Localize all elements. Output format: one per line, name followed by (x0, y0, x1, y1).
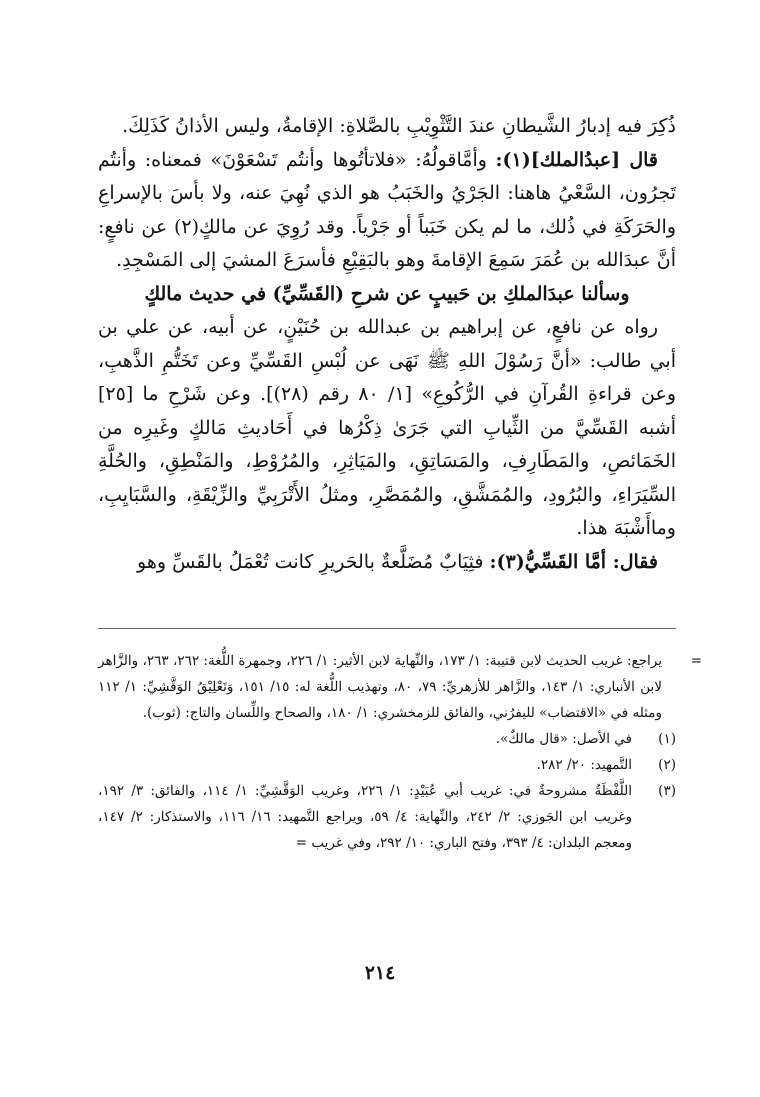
footnote-number: (٣) (658, 783, 676, 799)
paragraph-text: وأمَّاقولُهُ: «فلاتأتُوها وأنتُم تَسْعَوْنَ» فمعناه: وأنتُم تَجرُون، السَّعْيُ هاهنا: الجَرْيُ والخَبَبُ هو الذي نُهِيَ عنه، ولا بأسَ بالإسراعِ والحَرَكَةِ في ذُلك، ما لم يكن خَبَباً أو جَرْياً. وقد رُوِيَ عن مالكٍ(٢) عن نافعٍ: أنَّ عبدَالله بن عُمَرَ سَمِعَ الإقامةَ وهو بالبَقِيْعِ فأسرَعَ المشيَ إلى المَسْجِدِ. (98, 148, 677, 271)
footnote-text: يراجع: غريب الحديث لابن قتيبة: ١/ ١٧٣، والنِّهاية لابن الأثير: ١/ ٢٢٦، وجمهرة اللُّغة: ٢٦٢، ٢٦٣، والزَّاهر لابن الأنباري: ١/ ١٤٣، والزَّاهر للأزهريِّ: ٧٩، ٨٠، وتهذيب اللُّغة له: ١٥/ ١٥١، وَتَعْلِيْقُ الوَقَّشِيِّ: ١/ ١١٢ ومثله في «الاقتضاب» لليفرُني، والفائق للزمخشري: ١/ ١٨٠، والصحاح واللِّسان والتاج: (ثوب). (98, 653, 662, 721)
main-text (98, 110, 676, 579)
section-heading: وسألنا عبدَالملكِ بن حَبيبٍ عن شرحِ (القَسِّيِّ) في حديث مالكٍ (144, 282, 630, 305)
footnote-text: التَّمهيد: ٢٠/ ٢٨٢. (536, 757, 632, 773)
footnote-text: في الأصل: «قال مالكٌ». (495, 731, 632, 747)
footnote-separator (98, 628, 676, 629)
paragraph-text: فثِيَابٌ مُضَلَّعةٌ بالحَريرِ كانت تُعْمَلُ بالقَسِّ وهو (137, 550, 490, 573)
paragraph: رواه عن نافعٍ، عن إبراهيم بن عبدالله بن حُنَيْنٍ، عن أبيه، عن علي بن أبي طالب: «أنَّ رَسُوْلَ اللهِ ﷺ نَهَى عن لُبْسِ القَسِّيِّ وعن تَخَتُّمِ الذَّهبِ، وعن قراءةِ القُرآنِ في الرُّكُوعِ» [١/ ٨٠ رقم (٢٨)]. وعن شَرْحِ ما [٢٥] أشبه القَسِّيَّ من الثِّيابِ التي جَرَىٰ ذِكْرُها في أَحَاديثِ مَالكٍ وغَيرِه من الخَمَائصِ، والمَطَارِفِ، والمَسَاتِقِ، والمَيَاثِرِ، والمُرُوْطِ، والمَنْطِقِ، والحُلَّةِ السِّيَرَاءِ، والبُرُودِ، والمُمَشَّقِ، والمُمَصَّرِ، ومثلُ الأَتْرَبِيِّ والزِّيْقَةِ، والسَّبَايِبِ، وماأَشْبَهَ هذا. (98, 316, 676, 539)
page-number: ٢١٤ (364, 962, 396, 984)
footnote (98, 778, 676, 856)
paragraph-lead: قال [عبدُالملك](١): (495, 148, 658, 171)
footnote-continuation (98, 648, 702, 726)
paragraph-lead: فقال: أمَّا القَسِّيُّ(٣): (489, 550, 658, 573)
paragraph (98, 546, 676, 580)
paragraph: ذُكِرَ فيه إدبارُ الشَّيطانِ عندَ التَّثْوِيْبِ بالصَّلاةِ: الإقامةُ، وليس الأذانُ كَذَلِكَ. (122, 115, 676, 137)
footnote-text: اللَّفْظَةُ مشروحةٌ في: غريب أبي عُبَيْدٍ: ١/ ٢٢٦، وغريب الوَقَّشِيِّ: ١/ ١١٤، والفائق: ٣/ ١٩٢، وغريب ابن الجَوزي: ٢/ ٢٤٢، والنِّهاية: ٤/ ٥٩، ويراجع التَّمهيد: ١٦/ ١١٦، والاستذكار: ٢/ ١٤٧، ومعجم البلدان: ٤/ ٣٩٣، وفتح الباري: ١٠/ ٢٩٢، وفي غريب = (98, 783, 633, 851)
footnote (98, 726, 676, 752)
footnotes (98, 648, 702, 856)
footnote-number: (٢) (658, 757, 676, 773)
footnote (98, 752, 676, 778)
paragraph (98, 144, 676, 278)
continuation-marker: = (690, 653, 702, 669)
footnote-number: (١) (658, 731, 676, 747)
